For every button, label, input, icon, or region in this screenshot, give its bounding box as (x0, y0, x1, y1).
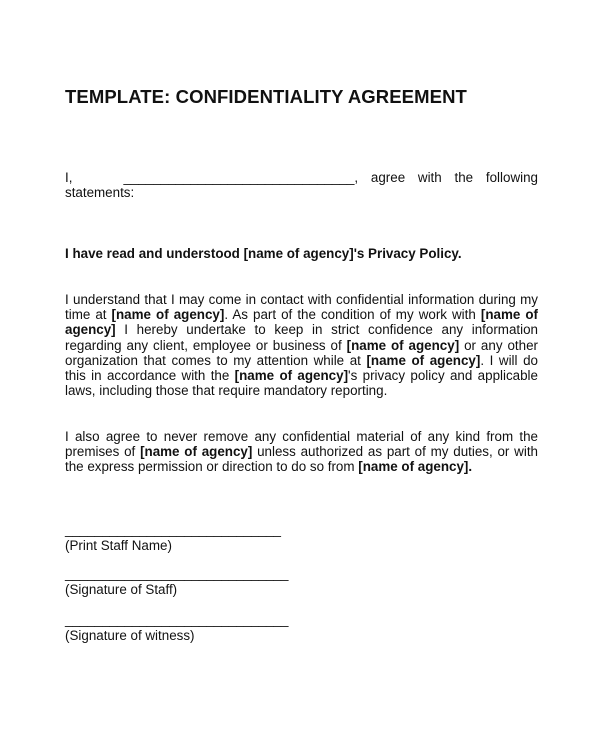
agency-placeholder: [name of agency]. (358, 459, 473, 475)
para-text: I hereby undertake to keep in strict confidence any information regarding any client, employee or business of (65, 322, 538, 353)
para-text: or any other organization that comes to my attention while at (65, 337, 538, 368)
signature-caption: (Signature of Staff) (65, 582, 178, 597)
agency-placeholder: [name of agency] (65, 307, 538, 338)
signature-line: ______________________________ (65, 566, 289, 581)
para-text: . As part of the condition of my work with (224, 307, 481, 323)
signature-caption: (Print Staff Name) (65, 538, 172, 553)
para-text: I understand that I may come in contact with confidential information during my time at (65, 292, 538, 323)
signature-line: ______________________________ (65, 612, 289, 627)
privacy-policy-statement: I have read and understood [name of agency]'s Privacy Policy. (65, 246, 462, 261)
understanding-paragraph (65, 292, 538, 398)
agency-placeholder: [name of agency] (111, 307, 225, 323)
agency-placeholder: [name of agency] (140, 444, 253, 460)
para-text: I also agree to never remove any confidential material of any kind from the premises of (65, 429, 538, 460)
staff-signature-block (65, 566, 288, 597)
print-staff-name-block (65, 522, 281, 553)
removal-agreement-paragraph (65, 429, 538, 475)
document-title: TEMPLATE: CONFIDENTIALITY AGREEMENT (65, 86, 467, 107)
agency-placeholder: [name of agency] (346, 337, 460, 353)
witness-signature-block (65, 612, 288, 643)
intro-suffix: agree with the following statements: (65, 170, 538, 201)
name-blank: _______________________________, (123, 170, 359, 185)
signature-caption: (Signature of witness) (65, 628, 195, 643)
para-text: unless authorized as part of my duties, or with the express permission or direction to do so from (65, 444, 538, 475)
para-text: 's privacy policy and applicable laws, including those that require mandatory reporting. (65, 368, 538, 399)
agency-placeholder: [name of agency] (234, 368, 349, 384)
para-text: . I will do this in accordance with the (65, 352, 538, 384)
intro-statement (65, 170, 538, 200)
agency-placeholder: [name of agency] (366, 352, 481, 368)
intro-prefix: I, (65, 170, 73, 185)
signature-line: _____________________________ (65, 522, 281, 537)
